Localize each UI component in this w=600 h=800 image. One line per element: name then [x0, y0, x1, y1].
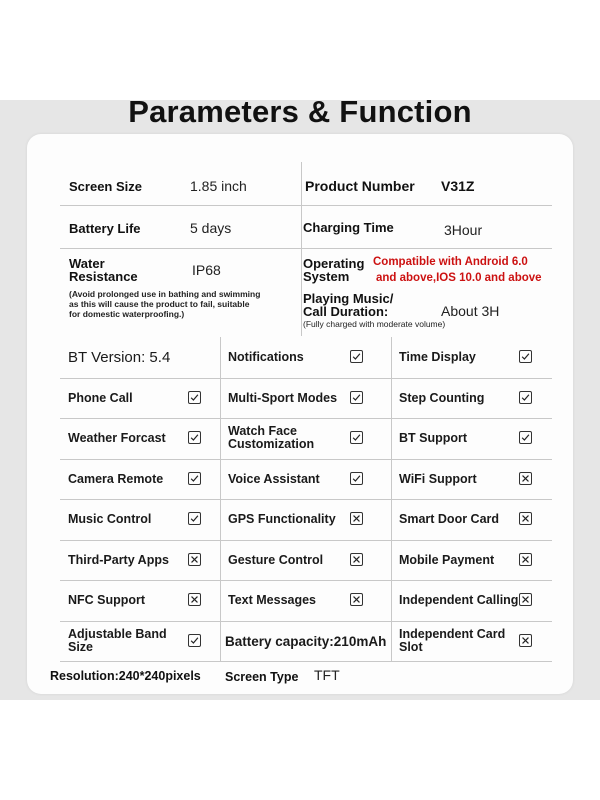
os-value-line-1: Compatible with Android 6.0 — [373, 256, 528, 268]
battery-life-value: 5 days — [190, 220, 232, 236]
cross-box-icon — [188, 593, 201, 606]
screen-size-value: 1.85 inch — [190, 178, 247, 194]
os-value-line-2: and above,IOS 10.0 and above — [376, 272, 542, 284]
divider — [301, 162, 302, 205]
feature-cell — [391, 580, 552, 620]
feature-cell — [391, 459, 552, 499]
feature-label: Adjustable Band Size — [68, 627, 167, 654]
feature-cell — [60, 580, 220, 620]
music-duration-value: About 3H — [441, 303, 500, 319]
feature-label: Independent Calling — [399, 592, 519, 607]
cross-box-icon — [350, 512, 363, 525]
checkmark-icon — [350, 472, 363, 485]
checkmark-icon — [519, 350, 532, 363]
music-note: (Fully charged with moderate volume) — [303, 319, 446, 329]
feature-label: Battery capacity:210mAh — [225, 633, 387, 649]
spec-table — [60, 162, 552, 337]
feature-label: Multi-Sport Modes — [228, 390, 338, 405]
feature-cell — [220, 580, 391, 620]
cross-box-icon — [519, 634, 532, 647]
feature-label: Time Display — [399, 349, 476, 364]
feature-label: Third-Party Apps — [68, 552, 169, 567]
divider — [301, 205, 302, 248]
feature-label: Voice Assistant — [228, 471, 320, 486]
charging-time-value: 3Hour — [444, 222, 483, 238]
feature-cell — [60, 499, 220, 539]
checkmark-icon — [350, 391, 363, 404]
cross-box-icon — [350, 593, 363, 606]
checkmark-icon — [188, 634, 201, 647]
feature-label: Smart Door Card — [399, 511, 500, 526]
os-label-2: System — [303, 269, 350, 284]
feature-label: GPS Functionality — [228, 511, 336, 526]
feature-label: Independent Card Slot — [399, 627, 506, 654]
water-resistance-label-2: Resistance — [69, 269, 138, 284]
music-label-2: Call Duration: — [303, 304, 389, 319]
feature-label: BT Support — [399, 430, 468, 445]
feature-label: WiFi Support — [399, 471, 477, 486]
feature-cell — [391, 621, 552, 661]
feature-cell — [60, 337, 220, 377]
os-label-1: Operating — [303, 256, 365, 271]
divider — [60, 248, 552, 249]
feature-cell — [391, 378, 552, 418]
cross-box-icon — [519, 512, 532, 525]
page-title: Parameters & Function — [128, 94, 472, 129]
screen-size-label: Screen Size — [69, 179, 142, 194]
divider — [60, 661, 552, 662]
feature-cell — [220, 499, 391, 539]
feature-label: Mobile Payment — [399, 552, 495, 567]
feature-label: Step Counting — [399, 390, 485, 405]
divider — [60, 205, 552, 206]
feature-cell — [60, 540, 220, 580]
charging-time-label: Charging Time — [303, 220, 394, 235]
cross-box-icon — [519, 593, 532, 606]
product-number-label: Product Number — [305, 178, 415, 194]
checkmark-icon — [188, 512, 201, 525]
features-grid — [60, 337, 570, 661]
water-resistance-label-1: Water — [69, 256, 105, 271]
feature-cell — [220, 621, 391, 661]
feature-cell — [220, 418, 391, 458]
cross-box-icon — [519, 553, 532, 566]
feature-label: Watch Face Customization — [228, 424, 315, 451]
feature-label: NFC Support — [68, 592, 146, 607]
feature-label: Phone Call — [68, 390, 133, 405]
water-resistance-value: IP68 — [192, 262, 221, 278]
feature-cell — [391, 337, 552, 377]
feature-label: Camera Remote — [68, 471, 164, 486]
feature-cell — [60, 621, 220, 661]
feature-cell — [220, 337, 391, 377]
checkmark-icon — [350, 431, 363, 444]
feature-cell — [391, 540, 552, 580]
checkmark-icon — [188, 431, 201, 444]
bottom-row — [27, 661, 573, 691]
screen-type-label: Screen Type — [225, 670, 299, 684]
cross-box-icon — [350, 553, 363, 566]
feature-cell — [60, 418, 220, 458]
battery-life-label: Battery Life — [69, 221, 141, 236]
resolution-text: Resolution:240*240pixels — [50, 669, 201, 683]
water-note-line-1: (Avoid prolonged use in bathing and swimming — [69, 289, 261, 299]
water-note-line-2: as this will cause the product to fail, suitable — [69, 299, 250, 309]
feature-label: BT Version: 5.4 — [68, 348, 171, 366]
checkmark-icon — [188, 472, 201, 485]
checkmark-icon — [350, 350, 363, 363]
water-note-line-3: for domestic waterproofing.) — [69, 309, 185, 319]
feature-cell — [220, 378, 391, 418]
cross-box-icon — [519, 472, 532, 485]
feature-cell — [220, 459, 391, 499]
feature-label: Gesture Control — [228, 552, 324, 567]
feature-label: Music Control — [68, 511, 152, 526]
feature-label: Text Messages — [228, 592, 317, 607]
divider — [301, 248, 302, 336]
checkmark-icon — [519, 431, 532, 444]
feature-cell — [60, 459, 220, 499]
music-label-1: Playing Music/ — [303, 291, 394, 306]
screen-type-value: TFT — [314, 667, 340, 683]
feature-cell — [391, 418, 552, 458]
feature-label: Notifications — [228, 349, 304, 364]
cross-box-icon — [188, 553, 201, 566]
feature-cell — [220, 540, 391, 580]
feature-label: Weather Forcast — [68, 430, 166, 445]
product-number-value: V31Z — [441, 178, 475, 194]
spec-card — [27, 134, 573, 694]
checkmark-icon — [188, 391, 201, 404]
feature-cell — [391, 499, 552, 539]
feature-cell — [60, 378, 220, 418]
checkmark-icon — [519, 391, 532, 404]
